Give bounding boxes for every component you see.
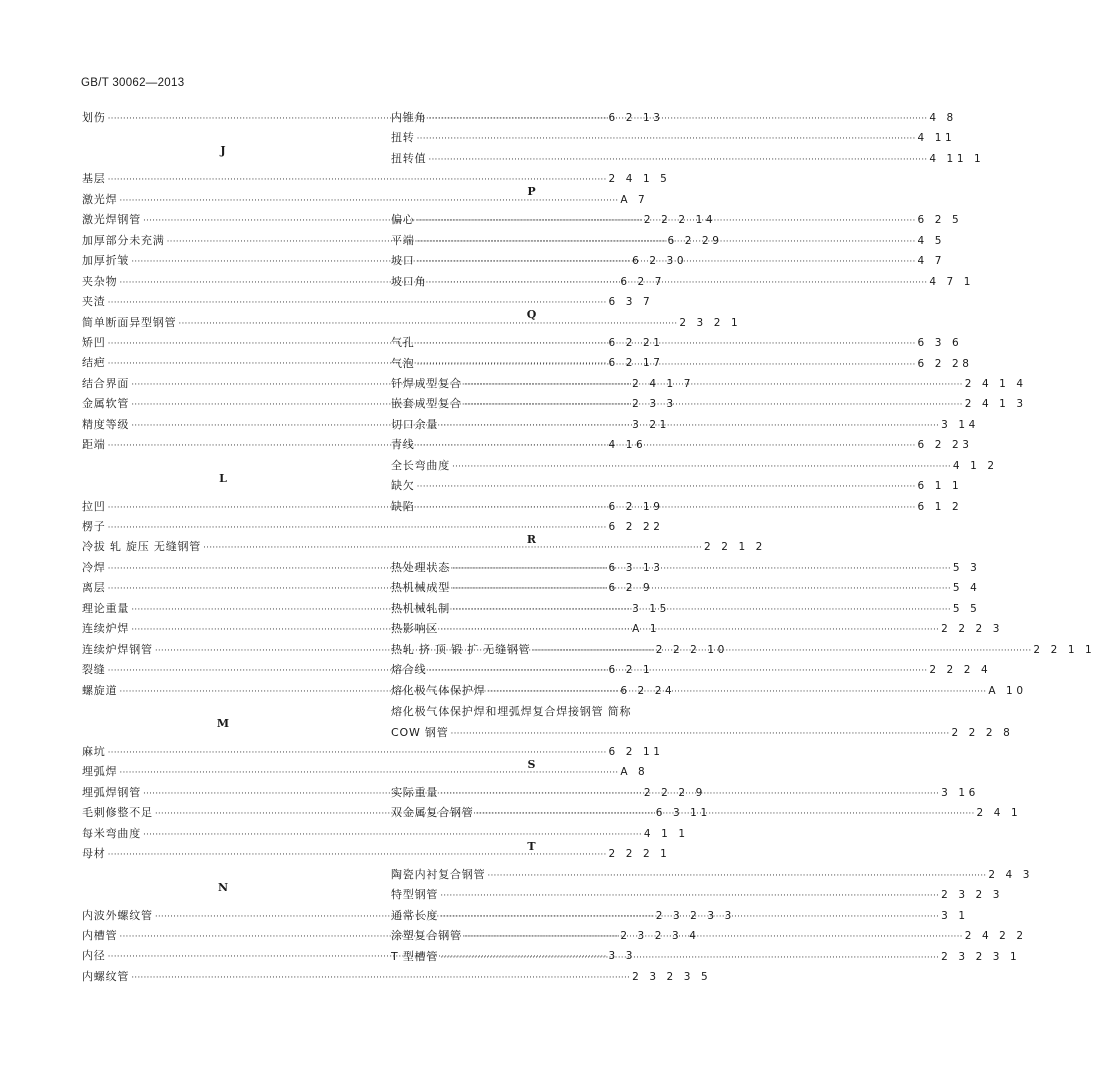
- index-term: 连续炉焊: [82, 622, 130, 636]
- clause-number: 2 2 1 2: [704, 541, 766, 554]
- clause-number: 3 16: [941, 786, 979, 799]
- index-term: 理论重量: [82, 601, 130, 615]
- index-entry: [82, 518, 664, 538]
- clause-number: A 8: [620, 766, 649, 779]
- leader-dots: [417, 234, 916, 247]
- index-entry: [391, 682, 1027, 702]
- section-letter: T: [527, 839, 536, 853]
- leader-dots: [464, 377, 963, 390]
- leader-dots: [451, 724, 950, 744]
- section-letter: P: [527, 185, 536, 199]
- index-term: 裂缝: [82, 663, 106, 677]
- index-term: 扭转: [391, 131, 415, 145]
- index-entry: [391, 334, 963, 354]
- index-term: 通常长度: [391, 908, 439, 922]
- clause-number: 6 2 1: [608, 664, 654, 677]
- clause-number: 6 2 21: [608, 336, 664, 349]
- clause-number: 6 2 22: [608, 521, 664, 533]
- index-term: 熔合线: [391, 663, 427, 677]
- clause-number: 5 5: [952, 602, 981, 615]
- index-term: 热轧 挤 顶 锻 扩 无缝钢管: [391, 642, 531, 656]
- index-term: 涂塑复合钢管: [391, 929, 462, 943]
- index-term: 嵌套成型复合: [391, 397, 462, 411]
- clause-number: 6 3 6: [917, 337, 963, 350]
- clause-number: 6 2 13: [608, 112, 664, 124]
- index-entry: [391, 150, 985, 170]
- index-term: 双金属复合钢管: [391, 806, 474, 820]
- leader-dots: [440, 891, 939, 901]
- index-term: 螺旋道: [82, 683, 118, 697]
- index-entry: [82, 743, 664, 763]
- index-entry: [82, 191, 649, 211]
- index-term: 热影响区: [391, 622, 439, 636]
- index-entry: [391, 273, 975, 293]
- index-term: 钎焊成型复合: [391, 376, 462, 390]
- index-term: 距端: [82, 438, 106, 452]
- index-term: 毛刺修整不足: [82, 806, 153, 820]
- index-term: 熔化极气体保护焊: [391, 683, 486, 697]
- index-term: 基层: [82, 172, 106, 186]
- clause-number: 2 3 2 1: [679, 316, 742, 329]
- clause-number: 6 2 19: [608, 500, 664, 513]
- section-letter: R: [526, 533, 537, 546]
- index-term: 夹杂物: [82, 274, 118, 288]
- section-letter: L: [219, 471, 227, 485]
- clause-number: 2 4 1 4: [964, 377, 1027, 390]
- clause-number: 2 2 2 8: [951, 726, 1014, 739]
- index-term: 划伤: [82, 111, 106, 124]
- clause-number: 6 3 13: [608, 561, 664, 574]
- clause-number: 2 2 1 1: [1033, 643, 1095, 656]
- clause-number: 6 2 24: [620, 684, 676, 697]
- index-term: 热机械成型: [391, 581, 450, 595]
- clause-number: 2 3 2 3 4: [620, 930, 700, 942]
- index-entry: [82, 763, 649, 783]
- clause-number: 6 2 29: [667, 234, 723, 247]
- leader-dots: [417, 360, 916, 370]
- index-entry: [391, 252, 946, 272]
- index-term: 坡口角: [391, 274, 427, 288]
- index-term: 熔化极气体保护焊和埋弧焊复合焊接钢管 简称: [391, 705, 632, 719]
- leader-dots: [417, 216, 916, 226]
- index-term: 内槽管: [82, 929, 118, 942]
- section-letter: M: [216, 716, 230, 730]
- index-term: 扭转值: [391, 151, 427, 165]
- index-term: 内锥角: [391, 111, 427, 124]
- leader-dots: [417, 336, 916, 349]
- clause-number: 2 4 2 2: [964, 930, 1027, 943]
- clause-number: 6 1 1: [917, 480, 963, 493]
- clause-number: 5 4: [952, 582, 981, 595]
- leader-dots: [532, 643, 1031, 656]
- index-entry: [391, 395, 1027, 415]
- index-term: 缺陷: [391, 499, 415, 513]
- index-entry: [391, 457, 998, 477]
- clause-number: 4 7 1: [929, 275, 975, 288]
- clause-number: 2 4 1 3: [964, 398, 1027, 411]
- index-entry: [82, 825, 689, 845]
- clause-number: 2 2 2 14: [643, 214, 717, 227]
- leader-dots: [428, 666, 927, 676]
- index-term: 特型钢管: [391, 888, 439, 902]
- clause-number: 4 8: [929, 112, 957, 124]
- clause-number: 2 4 1: [976, 807, 1022, 820]
- index-term: 切口余量: [391, 417, 439, 431]
- index-term: 激光焊钢管: [82, 213, 141, 227]
- clause-number: 5 3: [952, 562, 981, 574]
- leader-dots: [417, 257, 916, 267]
- clause-number: 2 3 2 3: [941, 889, 1004, 902]
- index-entry: [391, 866, 1034, 886]
- index-term: 陶瓷内衬复合钢管: [391, 867, 486, 881]
- index-entry: [391, 886, 1004, 906]
- leader-dots: [428, 155, 927, 165]
- leader-dots: [440, 418, 939, 431]
- index-term: 加厚部分未充满: [82, 233, 165, 247]
- clause-number: 4 5: [917, 234, 946, 247]
- clause-number: 6 3 11: [655, 807, 711, 820]
- index-term: 简单断面异型钢管: [82, 315, 177, 329]
- index-term: 离层: [82, 581, 106, 595]
- index-entry: [391, 129, 956, 149]
- clause-number: 2 2 2 3: [941, 623, 1004, 636]
- index-term: 偏心: [391, 213, 415, 227]
- index-term: 埋弧焊钢管: [82, 785, 141, 799]
- clause-number: 4 11: [917, 132, 956, 145]
- index-term: 楞子: [82, 520, 106, 533]
- index-term: 全长弯曲度: [391, 458, 450, 472]
- clause-number: 6 3 7: [608, 296, 654, 309]
- index-term: 青线: [391, 438, 415, 452]
- clause-number: 2 4 1 7: [632, 377, 695, 390]
- index-term: 埋弧焊: [82, 765, 118, 779]
- leader-dots: [417, 500, 916, 513]
- index-term: T 型槽管: [391, 949, 439, 963]
- index-entry: [391, 927, 1027, 947]
- clause-number: 3 21: [632, 418, 670, 431]
- index-term: 加厚折皱: [82, 254, 130, 268]
- clause-number: A 1: [632, 623, 661, 636]
- clause-number: 2 3 2 3 5: [632, 970, 712, 983]
- leader-dots: [452, 584, 951, 594]
- clause-number: 6 2 11: [608, 745, 664, 758]
- clause-number: 6 2 17: [608, 357, 664, 370]
- clause-number: 2 4 1 5: [608, 173, 671, 186]
- leader-dots: [440, 786, 939, 799]
- clause-number: 6 2 28: [917, 357, 973, 370]
- clause-number: 2 4 3: [988, 868, 1034, 881]
- leader-dots: [428, 275, 927, 288]
- index-entry: [391, 355, 973, 375]
- leader-dots: [440, 909, 939, 922]
- index-term: 热处理状态: [391, 561, 450, 574]
- index-term: 平端: [391, 233, 415, 247]
- index-entry: [82, 170, 671, 190]
- leader-dots: [464, 932, 963, 942]
- clause-number: 4 1 1: [643, 827, 689, 840]
- index-term: 坡口: [391, 254, 415, 268]
- index-entry: [391, 948, 1021, 968]
- index-term: 热机械轧制: [391, 601, 450, 615]
- index-entry: [391, 620, 1004, 640]
- index-term: 精度等级: [82, 417, 130, 431]
- leader-dots: [417, 482, 916, 492]
- clause-number: 2 3 2 3 1: [941, 950, 1021, 963]
- index-entry: [82, 538, 766, 558]
- leader-dots: [452, 602, 951, 615]
- index-entry: [82, 968, 712, 988]
- clause-number: 2 2 2 1: [608, 848, 671, 861]
- index-term: 麻坑: [82, 744, 106, 758]
- clause-number: 4 16: [608, 439, 647, 452]
- index-term: 金属软管: [82, 397, 130, 411]
- index-term: 连续炉焊钢管: [82, 642, 153, 656]
- clause-number: 2 3 3: [632, 398, 677, 411]
- section-letter: S: [527, 757, 536, 771]
- index-entry: [82, 314, 742, 334]
- index-term: 实际重量: [391, 785, 439, 799]
- leader-dots: [452, 561, 951, 574]
- index-entry: [391, 579, 981, 599]
- index-term: 母材: [82, 847, 106, 861]
- clause-number: 2 3 2 3 3: [655, 909, 735, 922]
- leader-dots: [464, 400, 963, 410]
- section-letter: N: [217, 880, 229, 894]
- leader-dots: [428, 114, 927, 124]
- clause-number: A 7: [620, 193, 649, 206]
- index-term: 内径: [82, 949, 106, 963]
- index-term: 激光焊: [82, 192, 118, 206]
- clause-number: 6 2 9: [608, 582, 654, 595]
- clause-number: 6 2 23: [917, 439, 973, 452]
- clause-number: 3 14: [941, 418, 979, 431]
- clause-number: A 10: [988, 684, 1027, 697]
- clause-number: 4 7: [917, 255, 946, 268]
- leader-dots: [487, 871, 986, 881]
- clause-number: 2 2 2 9: [643, 786, 706, 799]
- index-entry: [391, 702, 1014, 743]
- index-term: 气泡: [391, 356, 415, 370]
- leader-dots: [131, 973, 630, 983]
- leader-dots: [452, 462, 951, 472]
- index-entry: [82, 845, 671, 865]
- index-term: 冷拔 轧 旋压 无缝钢管: [82, 540, 202, 554]
- index-term: 冷焊: [82, 560, 106, 574]
- clause-number: 6 1 2: [917, 500, 963, 513]
- index-entry: [391, 661, 992, 681]
- index-entry: [391, 416, 979, 436]
- clause-number: 3 1: [941, 909, 969, 922]
- index-entry: [391, 600, 981, 620]
- index-term: 内波外螺纹管: [82, 908, 153, 922]
- index-entry: [391, 477, 963, 497]
- index-term: 夹渣: [82, 295, 106, 309]
- clause-number: 2 2 2 4: [929, 664, 992, 677]
- leader-dots: [476, 809, 975, 819]
- index-entry: [82, 293, 654, 313]
- index-term: 矫凹: [82, 335, 106, 349]
- index-entry: [391, 436, 973, 456]
- leader-dots: [440, 625, 939, 635]
- index-term: 内螺纹管: [82, 969, 130, 983]
- index-entry: [391, 375, 1027, 395]
- clause-number: 3 3: [608, 950, 637, 963]
- leader-dots: [417, 441, 916, 451]
- leader-dots: [440, 953, 939, 963]
- index-term: 每米弯曲度: [82, 826, 141, 840]
- index-term: 缺欠: [391, 479, 415, 493]
- clause-number: 4 1 2: [952, 459, 998, 472]
- section-letter: J: [220, 144, 226, 158]
- index-entry: [391, 498, 963, 518]
- index-entry: [391, 559, 981, 579]
- index-term: 结合界面: [82, 376, 130, 390]
- leader-dots: [487, 684, 986, 697]
- standard-code: GB/T 30062—2013: [81, 77, 185, 89]
- index-term: 气孔: [391, 336, 415, 350]
- clause-number: 6 2 7: [620, 275, 666, 288]
- leader-dots: [417, 134, 916, 144]
- index-term-continued: COW 钢管: [391, 725, 449, 739]
- index-entry: [391, 109, 957, 129]
- index-term: 结疤: [82, 356, 106, 370]
- section-letter: Q: [526, 308, 537, 322]
- clause-number: 6 2 5: [917, 214, 963, 227]
- clause-number: 4 11 1: [929, 152, 985, 165]
- clause-number: 6 2 30: [632, 255, 688, 268]
- clause-number: 3 15: [632, 602, 670, 615]
- index-term: 拉凹: [82, 499, 106, 513]
- clause-number: 2 2 2 10: [655, 643, 728, 656]
